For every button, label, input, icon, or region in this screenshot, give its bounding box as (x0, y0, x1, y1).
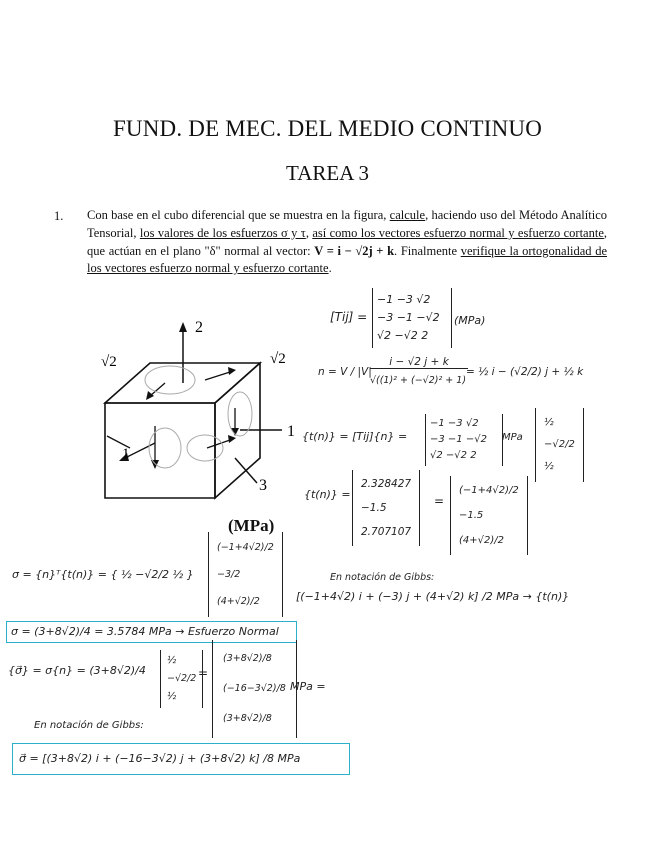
normal-vector-lhs: {σ⃗} = σ{n} = (3+8√2)/4 (8, 664, 146, 677)
root2-label-right: √2 (270, 351, 286, 367)
problem-text: así como los vectores esfuerzo normal y esfuerzo cortante (312, 225, 604, 240)
n-lhs: n = V / |V| (318, 366, 372, 378)
stress-arrowhead (228, 367, 236, 375)
vector-entry: −1.5 (361, 502, 387, 514)
problem-text: los valores de los esfuerzos σ y τ (139, 225, 306, 240)
tensor-row: −1 −3 √2 (377, 293, 431, 306)
problem-statement (87, 207, 607, 278)
axis-3-line (235, 458, 257, 483)
page-title: FUND. DE MEC. DEL MEDIO CONTINUO (112, 116, 543, 141)
axis-2-arrow (179, 322, 187, 332)
stress-arrowhead (151, 460, 159, 469)
sigma-vector (208, 532, 283, 617)
units-label: (MPa) (228, 516, 275, 535)
vector-entry: ½ (167, 691, 177, 702)
vector-entry: −1.5 (459, 510, 484, 521)
problem-vector: V = i − √2j + k (314, 243, 395, 258)
axis-label-3: 3 (259, 477, 267, 494)
gibbs-label-2: En notación de Gibbs: (34, 720, 144, 731)
sigma-lhs: σ = {n}ᵀ{t(n)} = { ½ −√2/2 ½ } (12, 568, 194, 581)
stress-arrowhead (231, 428, 239, 436)
vector-entry: −√2/2 (544, 439, 575, 450)
vector-entry: ½ (544, 417, 554, 428)
normal-vector-units: MPa = (290, 680, 326, 693)
gibbs-label: En notación de Gibbs: (330, 572, 435, 583)
vector-entry: ½ (544, 461, 554, 472)
tensor-row: √2 −√2 2 (377, 329, 429, 342)
vector-entry: (4+√2)/2 (217, 596, 260, 607)
tensor-row: −1 −3 √2 (430, 418, 479, 429)
stress-arrowhead (228, 435, 236, 443)
stress-arrowhead (146, 391, 154, 400)
vector-entry: −3/2 (217, 569, 241, 580)
vector-entry: (−1+4√2)/2 (217, 542, 274, 553)
tensor-matrix (372, 288, 452, 348)
tensor-row: −3 −1 −√2 (377, 311, 440, 324)
equals-sign: = (434, 494, 445, 508)
vector-entry: (3+8√2)/8 (223, 713, 272, 724)
normal-vector-gibbs-result: σ⃗ = [(3+8√2) i + (−16−3√2) j + (3+8√2) k] /8 MPa (12, 743, 350, 775)
vector-entry: (3+8√2)/8 (223, 653, 272, 664)
stress-arrow (207, 440, 230, 448)
problem-text: , que actúan en el plano "δ" normal al vector: (87, 225, 607, 258)
rotation-marker (187, 435, 223, 461)
axis-label-1: 1 (287, 423, 295, 440)
traction-lhs: {t(n)} = [Tij]{n} = (302, 430, 408, 443)
problem-text: . (328, 261, 332, 276)
vector-entry: (−1+4√2)/2 (459, 485, 519, 496)
problem-text: calcule (389, 208, 426, 222)
n-vector-small (160, 650, 203, 708)
vector-entry: −√2/2 (167, 673, 197, 684)
page-subtitle: TAREA 3 (286, 161, 369, 185)
vector-entry: 2.707107 (361, 526, 412, 538)
n-numerator: i − √2 j + k (370, 356, 468, 369)
traction-units: MPa (502, 432, 523, 443)
problem-text: , haciendo uso del Método Analítico Tensorial, (87, 208, 608, 240)
normal-vector-result (212, 640, 297, 738)
vector-entry: (4+√2)/2 (459, 535, 505, 546)
arrow-label-1: 1 (122, 446, 130, 462)
problem-number: 1. (54, 209, 64, 223)
tensor-units: (MPa) (454, 314, 486, 327)
vector-entry: ½ (167, 655, 177, 666)
n-result: = ½ i − (√2/2) j + ½ k (466, 366, 584, 378)
traction-result-lhs: {t(n)} = (304, 488, 351, 501)
axis-label-2: 2 (195, 319, 203, 336)
n-denominator: √((1)² + (−√2)² + 1) (369, 375, 467, 386)
cube-diagram (95, 318, 310, 518)
n-column-vector (535, 408, 584, 482)
traction-exact-vector (450, 476, 528, 555)
equals-sign: = (198, 666, 209, 680)
gibbs-traction: [(−1+4√2) i + (−3) j + (4+√2) k] /2 MPa → {t(n)} (296, 590, 570, 603)
tensor-row: −3 −1 −√2 (430, 434, 487, 445)
vector-entry: (−16−3√2)/8 (223, 683, 286, 694)
traction-matrix (425, 414, 503, 466)
tensor-label: [Tij] = (330, 310, 368, 324)
rotation-marker (149, 428, 181, 468)
tensor-row: √2 −√2 2 (430, 450, 477, 461)
root2-label-left: √2 (101, 354, 117, 370)
problem-text: Con base en el cubo diferencial que se muestra en la figura, (87, 208, 390, 222)
problem-text: , (305, 225, 313, 240)
sigma-normal-result: σ = (3+8√2)/4 = 3.5784 MPa → Esfuerzo Normal (6, 621, 297, 643)
stress-arrow (205, 372, 230, 380)
vector-entry: 2.328427 (361, 478, 412, 490)
traction-decimal-vector (352, 470, 420, 546)
problem-text: . Finalmente (394, 243, 461, 258)
problem-text: verifique la ortogonalidad de los vectores esfuerzo normal y esfuerzo cortante (87, 243, 608, 276)
rotation-marker (145, 366, 195, 394)
